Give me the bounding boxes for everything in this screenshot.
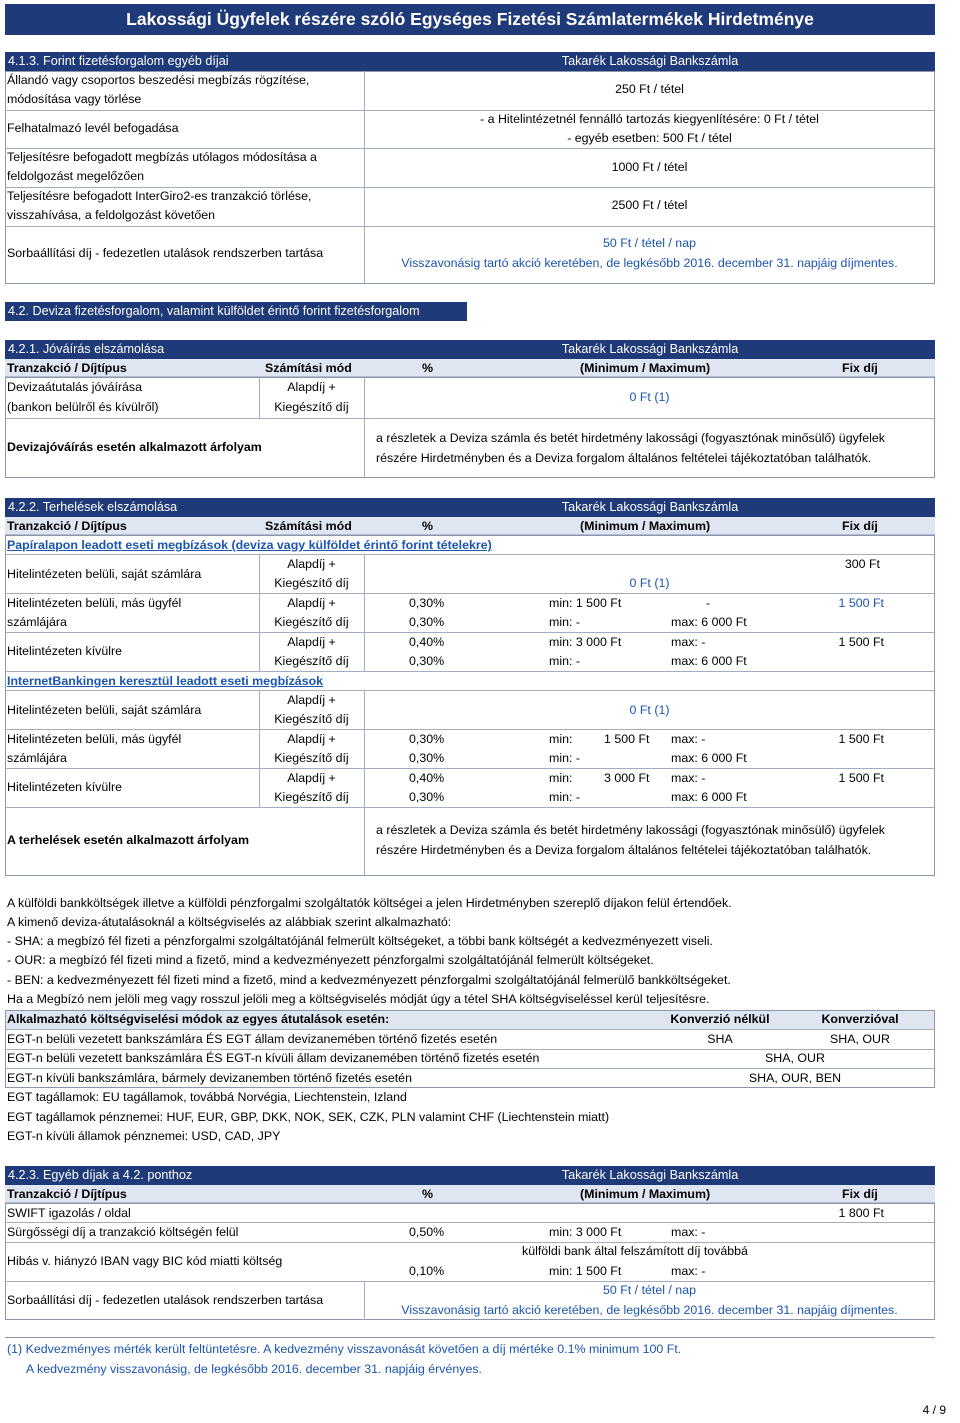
percent: 0,30% bbox=[409, 596, 445, 610]
max-value: max: - bbox=[671, 771, 706, 785]
col-minmax: (Minimum / Maximum) bbox=[580, 519, 711, 533]
col-percent: % bbox=[422, 519, 434, 533]
section-413-title: 4.1.3. Forint fizetésforgalom egyéb díjai bbox=[8, 54, 229, 68]
min-value: min: 1 500 Ft bbox=[549, 596, 622, 610]
col-minmax: (Minimum / Maximum) bbox=[580, 1187, 711, 1201]
max-value: max: 6 000 Ft bbox=[671, 790, 747, 804]
row-label: EGT-n belüli vezetett bankszámlára ÉS EGT-n kívüli állam devizanemében történő fizetés esetén bbox=[7, 1051, 540, 1065]
section-421-header bbox=[5, 340, 935, 359]
row-label: A terhelések esetén alkalmazott árfolyam bbox=[7, 833, 249, 847]
row-value: - egyéb esetben: 500 Ft / tétel bbox=[567, 131, 732, 145]
row-label: (bankon belülről és kívülről) bbox=[7, 400, 159, 414]
section-423-header bbox=[5, 1166, 935, 1185]
row-label: feldolgozást megelőzően bbox=[7, 169, 145, 183]
mode-extra: Kiegészítő díj bbox=[274, 751, 349, 765]
row-value: SHA bbox=[707, 1032, 733, 1046]
row-label: Felhatalmazó levél befogadása bbox=[7, 121, 179, 135]
section-423-product: Takarék Lakossági Bankszámla bbox=[561, 1168, 739, 1182]
min-value: min: - bbox=[549, 615, 580, 629]
row-label: Hitelintézeten kívülre bbox=[7, 780, 123, 794]
note-line: A kimenő deviza-átutalásoknál a költségviselés az alábbiak szerint alkalmazható: bbox=[7, 915, 452, 929]
mode-extra: Kiegészítő díj bbox=[274, 615, 349, 629]
column-header-row bbox=[5, 1185, 935, 1203]
row-value: 2500 Ft / tétel bbox=[611, 198, 688, 212]
col-percent: % bbox=[422, 1187, 434, 1201]
col-fix: Fix díj bbox=[842, 361, 878, 375]
mode-base: Alapdíj + bbox=[287, 732, 336, 746]
mode-base: Alapdíj + bbox=[287, 635, 336, 649]
row-value: a részletek a Deviza számla és betét hirdetmény lakossági (fogyasztónak minősülő) ügyfelek bbox=[376, 431, 885, 445]
min-value: min: 1 500 Ft bbox=[549, 1264, 622, 1278]
fix-fee: 300 Ft bbox=[844, 557, 880, 571]
max-value: max: - bbox=[671, 1225, 706, 1239]
row-value: külföldi bank által felszámított díj továbbá bbox=[522, 1244, 748, 1258]
fix-fee: 1 500 Ft bbox=[838, 596, 884, 610]
cost-table-header: Alkalmazható költségviselési módok az egyes átutalások esetén: bbox=[7, 1012, 390, 1026]
max-value: max: - bbox=[671, 635, 706, 649]
row-value: 0 Ft (1) bbox=[629, 390, 670, 404]
row-label: Sorbaállítási díj - fedezetlen utalások rendszerben tartása bbox=[7, 246, 324, 260]
row-label: EGT-n belüli vezetett bankszámlára ÉS EGT állam devizanemében történő fizetés esetén bbox=[7, 1032, 498, 1046]
fix-fee: 1 500 Ft bbox=[838, 771, 884, 785]
row-label: Hitelintézeten belüli, saját számlára bbox=[7, 703, 202, 717]
row-value: Visszavonásig tartó akció keretében, de legkésőbb 2016. december 31. napjáig díjmentes. bbox=[401, 256, 898, 270]
page-number: 4 / 9 bbox=[922, 1403, 946, 1417]
note-line: EGT tagállamok pénznemei: HUF, EUR, GBP, DKK, NOK, SEK, CZK, PLN valamint CHF (Liechtenstein miatt) bbox=[7, 1110, 610, 1124]
row-label: számlájára bbox=[7, 751, 67, 765]
section-423-title: 4.2.3. Egyéb díjak a 4.2. ponthoz bbox=[8, 1168, 193, 1182]
mode-extra: Kiegészítő díj bbox=[274, 576, 349, 590]
percent: 0,50% bbox=[409, 1225, 445, 1239]
col-transaction: Tranzakció / Díjtípus bbox=[7, 519, 127, 533]
row-label: SWIFT igazolás / oldal bbox=[7, 1206, 131, 1220]
min-value: min: - bbox=[549, 751, 580, 765]
row-value: 1000 Ft / tétel bbox=[611, 160, 688, 174]
row-label: Teljesítésre befogadott InterGiro2-es tranzakció törlése, bbox=[7, 189, 312, 203]
footnote: A kedvezmény visszavonásig, de legkésőbb 2016. december 31. napjáig érvényes. bbox=[26, 1362, 482, 1376]
row-value: 50 Ft / tétel / nap bbox=[603, 236, 696, 250]
row-label: EGT-n kívüli bankszámlára, bármely devizanemben történő fizetés esetén bbox=[7, 1071, 412, 1085]
row-label: Hitelintézeten belüli, más ügyfél bbox=[7, 596, 182, 610]
note-line: Ha a Megbízó nem jelöli meg vagy rosszul jelöli meg a költségviselés módját úgy a tétel SHA költségviseléssel kerül teljesítésre. bbox=[7, 992, 710, 1006]
column-header-row bbox=[5, 359, 935, 377]
col-percent: % bbox=[422, 361, 434, 375]
row-value: 250 Ft / tétel bbox=[615, 82, 684, 96]
row-label: Sorbaállítási díj - fedezetlen utalások rendszerben tartása bbox=[7, 1293, 324, 1307]
row-value: 50 Ft / tétel / nap bbox=[603, 1283, 696, 1297]
percent: 0,30% bbox=[409, 751, 445, 765]
mode-base: Alapdíj + bbox=[287, 693, 336, 707]
row-label: számlájára bbox=[7, 615, 67, 629]
row-value: - a Hitelintézetnél fennálló tartozás kiegyenlítésére: 0 Ft / tétel bbox=[480, 112, 819, 126]
percent: 0,30% bbox=[409, 732, 445, 746]
min-value: min: 3 000 Ft bbox=[549, 1225, 622, 1239]
section-42-title: 4.2. Deviza fizetésforgalom, valamint külföldet érintő forint fizetésforgalom bbox=[8, 304, 420, 318]
col-mode: Számítási mód bbox=[265, 519, 352, 533]
subsection-paper: Papíralapon leadott eseti megbízások (deviza vagy külföldet érintő forint tételekre) bbox=[7, 538, 492, 552]
note-line: A külföldi bankköltségek illetve a külföldi pénzforgalmi szolgáltatók költségei a jelen Hirdetményben szereplő díjakon felül értendőek. bbox=[7, 896, 732, 910]
mode-base: Alapdíj + bbox=[287, 771, 336, 785]
section-42-header bbox=[5, 302, 467, 321]
max-value: max: - bbox=[671, 732, 706, 746]
row-value: SHA, OUR bbox=[765, 1051, 825, 1065]
mode-base: Alapdíj + bbox=[287, 596, 336, 610]
max-value: max: 6 000 Ft bbox=[671, 654, 747, 668]
row-label: visszahívása, a feldolgozást követően bbox=[7, 208, 216, 222]
percent: 0,30% bbox=[409, 790, 445, 804]
min-value: 1 500 Ft bbox=[604, 732, 650, 746]
row-value: SHA, OUR, BEN bbox=[748, 1071, 842, 1085]
page-title: Lakossági Ügyfelek részére szóló Egységes Fizetési Számlatermékek Hirdetménye bbox=[5, 4, 935, 35]
fix-fee: 1 500 Ft bbox=[838, 732, 884, 746]
row-label: Hitelintézeten belüli, más ügyfél bbox=[7, 732, 182, 746]
row-value: részére Hirdetményben és a Deviza forgalom általános feltételei tájékoztatóban találhatók. bbox=[376, 843, 872, 857]
note-line: EGT tagállamok: EU tagállamok, továbbá Norvégia, Liechtenstein, Izland bbox=[7, 1090, 407, 1104]
col-fix: Fix díj bbox=[842, 519, 878, 533]
col-transaction: Tranzakció / Díjtípus bbox=[7, 361, 127, 375]
mode-base: Alapdíj + bbox=[287, 557, 336, 571]
col-transaction: Tranzakció / Díjtípus bbox=[7, 1187, 127, 1201]
max-value: - bbox=[706, 596, 711, 610]
mode-extra: Kiegészítő díj bbox=[274, 654, 349, 668]
min-value: min: - bbox=[549, 654, 580, 668]
fix-fee: 1 500 Ft bbox=[838, 635, 884, 649]
row-value: a részletek a Deviza számla és betét hirdetmény lakossági (fogyasztónak minősülő) ügyfelek bbox=[376, 823, 885, 837]
min-label: min: bbox=[549, 771, 573, 785]
mode-base: Alapdíj + bbox=[287, 380, 336, 394]
row-value: részére Hirdetményben és a Deviza forgalom általános feltételei tájékoztatóban találhatók. bbox=[376, 451, 872, 465]
footnote: (1) Kedvezményes mérték került feltüntetésre. A kedvezmény visszavonását követően a díj mértéke 0.1% minimum 100 Ft. bbox=[7, 1342, 682, 1356]
row-label: Teljesítésre befogadott megbízás utólagos módosítása a bbox=[7, 150, 317, 164]
col-mode: Számítási mód bbox=[265, 361, 352, 375]
row-value: 0 Ft (1) bbox=[629, 703, 670, 717]
max-value: max: - bbox=[671, 1264, 706, 1278]
row-label: Hitelintézeten kívülre bbox=[7, 644, 123, 658]
section-413-product: Takarék Lakossági Bankszámla bbox=[561, 54, 739, 68]
column-header-row bbox=[5, 517, 935, 535]
percent: 0,30% bbox=[409, 654, 445, 668]
row-label: Devizajóváírás esetén alkalmazott árfolyam bbox=[7, 440, 262, 454]
row-label: módosítása vagy törlése bbox=[7, 92, 142, 106]
col-conversion: Konverzióval bbox=[821, 1012, 899, 1026]
max-value: max: 6 000 Ft bbox=[671, 751, 747, 765]
row-label: Sürgősségi díj a tranzakció költségén felül bbox=[7, 1225, 239, 1239]
subsection-internet: InternetBankingen keresztül leadott eseti megbízások bbox=[7, 674, 324, 688]
row-label: Devizaátutalás jóváírása bbox=[7, 380, 142, 394]
section-421-product: Takarék Lakossági Bankszámla bbox=[561, 342, 739, 356]
min-label: min: bbox=[549, 732, 573, 746]
percent: 0,30% bbox=[409, 615, 445, 629]
row-label: Állandó vagy csoportos beszedési megbízás rögzítése, bbox=[7, 73, 310, 87]
col-no-conversion: Konverzió nélkül bbox=[670, 1012, 770, 1026]
section-413-header bbox=[5, 52, 935, 71]
row-value: Visszavonásig tartó akció keretében, de legkésőbb 2016. december 31. napjáig díjmentes. bbox=[401, 1303, 898, 1317]
row-value: SHA, OUR bbox=[830, 1032, 890, 1046]
section-422-header bbox=[5, 498, 935, 517]
min-value: 3 000 Ft bbox=[604, 771, 650, 785]
min-value: min: - bbox=[549, 790, 580, 804]
row-label: Hitelintézeten belüli, saját számlára bbox=[7, 567, 202, 581]
mode-extra: Kiegészítő díj bbox=[274, 400, 349, 414]
note-line: EGT-n kívüli államok pénznemei: USD, CAD, JPY bbox=[7, 1129, 281, 1143]
mode-extra: Kiegészítő díj bbox=[274, 712, 349, 726]
note-line: - OUR: a megbízó fél fizeti mind a fizető, mind a kedvezményezett pénzforgalmi szolgáltatójánál felmerült költségeket. bbox=[7, 953, 654, 967]
max-value: max: 6 000 Ft bbox=[671, 615, 747, 629]
col-fix: Fix díj bbox=[842, 1187, 878, 1201]
percent: 0,40% bbox=[409, 635, 445, 649]
section-421-title: 4.2.1. Jóváírás elszámolása bbox=[8, 342, 165, 356]
percent: 0,40% bbox=[409, 771, 445, 785]
note-line: - SHA: a megbízó fél fizeti a pénzforgalmi szolgáltatójánál felmerült költségeket, a többi bank költségét a kedvezményezett viseli. bbox=[7, 934, 713, 948]
note-line: - BEN: a kedvezményezett fél fizeti mind a fizető, mind a kedvezményezett pénzforgalmi szolgáltatójánál felmerülő bankköltségeket. bbox=[7, 973, 731, 987]
mode-extra: Kiegészítő díj bbox=[274, 790, 349, 804]
row-value: 0 Ft (1) bbox=[629, 576, 670, 590]
row-label: Hibás v. hiányzó IBAN vagy BIC kód miatti költség bbox=[7, 1254, 283, 1268]
col-minmax: (Minimum / Maximum) bbox=[580, 361, 711, 375]
section-422-title: 4.2.2. Terhelések elszámolása bbox=[8, 500, 178, 514]
percent: 0,10% bbox=[409, 1264, 445, 1278]
section-422-product: Takarék Lakossági Bankszámla bbox=[561, 500, 739, 514]
fix-fee: 1 800 Ft bbox=[838, 1206, 884, 1220]
min-value: min: 3 000 Ft bbox=[549, 635, 622, 649]
